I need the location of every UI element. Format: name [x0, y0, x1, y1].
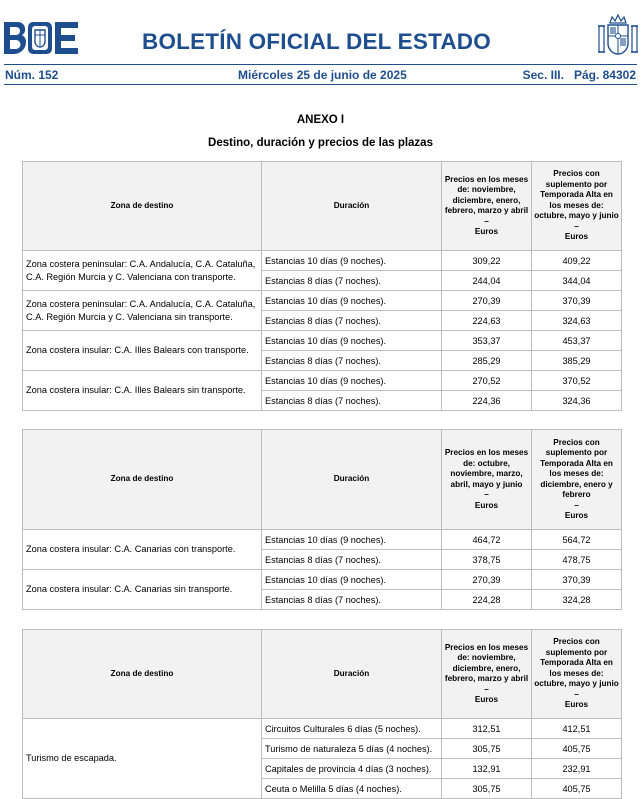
duration-cell: Estancias 8 días (7 noches).	[262, 271, 442, 291]
supplement-cell: 370,52	[532, 371, 622, 391]
header-supplement-label: Precios con suplemento por Temporada Alta en los meses de: octubre, mayo y junio	[534, 637, 619, 689]
section-page: Sec. III. Pág. 84302	[522, 68, 636, 82]
zone-cell: Zona costera insular: C.A. Illes Balears con transporte.	[23, 331, 262, 371]
supplement-cell: 324,63	[532, 311, 622, 331]
header-divider-bottom	[4, 84, 637, 85]
header-price-dash: –	[484, 490, 489, 499]
duration-cell: Turismo de naturaleza 5 días (4 noches).	[262, 739, 442, 759]
price-cell: 309,22	[442, 251, 532, 271]
price-cell: 132,91	[442, 759, 532, 779]
duration-cell: Estancias 10 días (9 noches).	[262, 251, 442, 271]
supplement-cell: 405,75	[532, 779, 622, 799]
duration-cell: Estancias 8 días (7 noches).	[262, 311, 442, 331]
header-price	[442, 430, 532, 530]
header-zone: Zona de destino	[23, 162, 262, 251]
page-title: BOLETÍN OFICIAL DEL ESTADO	[142, 29, 491, 54]
supplement-cell: 409,22	[532, 251, 622, 271]
supplement-cell: 344,04	[532, 271, 622, 291]
duration-cell: Estancias 8 días (7 noches).	[262, 351, 442, 371]
zone-cell: Zona costera insular: C.A. Canarias con transporte.	[23, 530, 262, 570]
duration-cell: Circuitos Culturales 6 días (5 noches).	[262, 719, 442, 739]
boe-logo	[4, 22, 78, 54]
annex-title: ANEXO I	[296, 114, 345, 126]
supplement-cell: 324,36	[532, 391, 622, 411]
header-supplement-label: Precios con suplemento por Temporada Alta en los meses de: octubre, mayo y junio	[534, 169, 619, 221]
table-header-row	[23, 630, 622, 719]
header-zone: Zona de destino	[23, 430, 262, 530]
duration-cell: Estancias 10 días (9 noches).	[262, 291, 442, 311]
price-cell: 224,63	[442, 311, 532, 331]
header-zone: Zona de destino	[23, 630, 262, 719]
duration-cell: Estancias 10 días (9 noches).	[262, 331, 442, 351]
coat-of-arms-icon	[598, 14, 638, 58]
bulletin-date: Miércoles 25 de junio de 2025	[238, 68, 407, 82]
price-cell: 285,29	[442, 351, 532, 371]
header-price-unit: Euros	[474, 695, 499, 704]
supplement-cell: 564,72	[532, 530, 622, 550]
zone-cell: Zona costera peninsular: C.A. Andalucía, C.A. Cataluña, C.A. Región Murcia y C. Valenciana con transporte.	[23, 251, 262, 291]
price-cell: 464,72	[442, 530, 532, 550]
price-table-2	[22, 429, 622, 610]
price-cell: 270,39	[442, 291, 532, 311]
header-supplement	[532, 162, 622, 251]
table-row	[23, 331, 622, 351]
price-cell: 305,75	[442, 739, 532, 759]
price-cell: 270,52	[442, 371, 532, 391]
supplement-cell: 324,28	[532, 590, 622, 610]
duration-cell: Estancias 10 días (9 noches).	[262, 570, 442, 590]
header-supplement-unit: Euros	[564, 511, 589, 520]
price-table-1	[22, 161, 622, 411]
supplement-cell: 478,75	[532, 550, 622, 570]
price-cell: 244,04	[442, 271, 532, 291]
supplement-cell: 405,75	[532, 739, 622, 759]
price-cell: 378,75	[442, 550, 532, 570]
table-row	[23, 251, 622, 271]
header-supplement-unit: Euros	[564, 700, 589, 710]
annex-subtitle: Destino, duración y precios de las plazas	[208, 137, 433, 149]
table-header-row	[23, 430, 622, 530]
zone-cell: Zona costera insular: C.A. Illes Balears sin transporte.	[23, 371, 262, 411]
bulletin-number: Núm. 152	[5, 68, 59, 82]
supplement-cell: 370,39	[532, 291, 622, 311]
header-price-dash: –	[484, 216, 489, 226]
header-price-unit: Euros	[474, 227, 499, 236]
header-supplement-dash: –	[574, 221, 579, 231]
duration-cell: Estancias 10 días (9 noches).	[262, 530, 442, 550]
table-row	[23, 570, 622, 590]
price-cell: 305,75	[442, 779, 532, 799]
header-price-label: Precios en los meses de: octubre, noviembre, marzo, abril, mayo y junio	[444, 448, 529, 489]
header-duration: Duración	[262, 162, 442, 251]
header-price-label: Precios en los meses de: noviembre, diciembre, enero, febrero, marzo y abril	[444, 174, 529, 215]
header-price-unit: Euros	[474, 500, 499, 510]
header-supplement	[532, 430, 622, 530]
header-price	[442, 162, 532, 251]
supplement-cell: 232,91	[532, 759, 622, 779]
price-cell: 224,28	[442, 590, 532, 610]
duration-cell: Estancias 8 días (7 noches).	[262, 550, 442, 570]
duration-cell: Estancias 8 días (7 noches).	[262, 391, 442, 411]
duration-cell: Estancias 10 días (9 noches).	[262, 371, 442, 391]
header-price-label: Precios en los meses de: noviembre, diciembre, enero, febrero, marzo y abril	[444, 642, 529, 683]
table-row	[23, 291, 622, 311]
supplement-cell: 453,37	[532, 331, 622, 351]
table-row	[23, 371, 622, 391]
duration-cell: Estancias 8 días (7 noches).	[262, 590, 442, 610]
header-duration: Duración	[262, 430, 442, 530]
price-cell: 270,39	[442, 570, 532, 590]
price-table-3	[22, 629, 622, 799]
header-price	[442, 630, 532, 719]
header-supplement-unit: Euros	[564, 232, 589, 242]
header-duration: Duración	[262, 630, 442, 719]
price-cell: 353,37	[442, 331, 532, 351]
header-supplement-dash: –	[574, 500, 579, 510]
header-price-dash: –	[484, 684, 489, 694]
header-supplement	[532, 630, 622, 719]
supplement-cell: 370,39	[532, 570, 622, 590]
supplement-cell: 385,29	[532, 351, 622, 371]
header-divider-top	[4, 64, 637, 65]
table-row	[23, 719, 622, 739]
zone-cell: Zona costera insular: C.A. Canarias sin transporte.	[23, 570, 262, 610]
price-cell: 224,36	[442, 391, 532, 411]
supplement-cell: 412,51	[532, 719, 622, 739]
zone-cell: Zona costera peninsular: C.A. Andalucía, C.A. Cataluña, C.A. Región Murcia y C. Valenciana sin transporte.	[23, 291, 262, 331]
zone-cell: Turismo de escapada.	[23, 719, 262, 799]
price-cell: 312,51	[442, 719, 532, 739]
header-supplement-dash: –	[574, 689, 579, 699]
duration-cell: Capitales de provincia 4 días (3 noches).	[262, 759, 442, 779]
duration-cell: Ceuta o Melilla 5 días (4 noches).	[262, 779, 442, 799]
table-row	[23, 530, 622, 550]
header-supplement-label: Precios con suplemento por Temporada Alta en los meses de: diciembre, enero y febrero	[540, 437, 613, 499]
table-header-row	[23, 162, 622, 251]
page-header	[0, 0, 641, 62]
